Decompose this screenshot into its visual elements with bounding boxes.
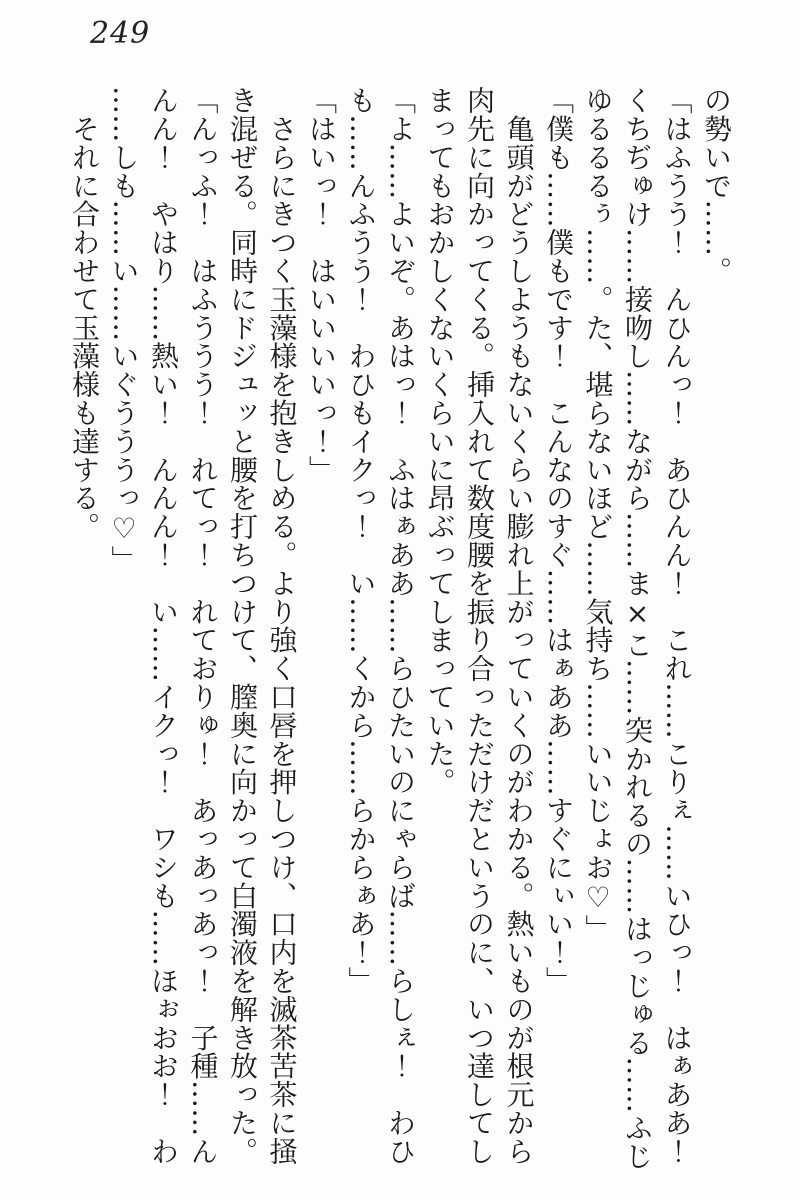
text-column: 亀頭がどうしようもないくらい膨れ上がっていくのがわかる。熱いものが根元から (502, 86, 536, 1166)
text-column: 「んっふ！ はふううう！ れてっ！ れておりゅ！ あっあっあっ！ 子種……ん (186, 86, 220, 1166)
text-column: さらにきつく玉藻様を抱きしめる。より強く口唇を押しつけ、口内を滅茶苦茶に掻 (265, 86, 299, 1166)
text-column: 「はふうう！ んひんっ！ あひんん！ これ……こりぇ……いひっ！ はぁああ！ (660, 86, 694, 1166)
text-column: 「よ……よいぞ。あはっ！ ふはぁああ……らひたいのにゃらば……らしぇ！ わひ (384, 86, 417, 1166)
text-column: 「はいっ！ はいいいいっ！」 (305, 86, 338, 484)
page-number: 249 (90, 16, 151, 51)
text-column: ゆるるるぅ……。た、堪らないほど……気持ち……いいじょお♡」 (581, 86, 615, 943)
text-column: まってもおかしくないくらいに昂ぶってしまっていた。 (423, 86, 457, 796)
vertical-text-block (65, 86, 737, 1170)
text-column: 「僕も……僕もです！ こんなのすぐ……はぁああ……すぐにぃい！」 (542, 86, 575, 995)
text-column: それに合わせて玉藻様も達する。 (68, 86, 101, 541)
text-column: 肉先に向かってくる。挿入れて数度腰を振り合っただけだというのに、いつ達してし (463, 86, 496, 1166)
text-column: ……しも……い……いぐうううっ♡」 (107, 86, 141, 574)
text-column: んん！ やはり……熱い！ んんん！ い……イクっ！ ワシも……ほぉおお！ わ (147, 86, 180, 1166)
text-column: の勢いで……。 (700, 86, 733, 285)
text-column: も……んふうう！ わひもイクっ！ い……くから……らからぁあ！」 (344, 86, 378, 995)
text-column: くちぢゅけ……接吻し……ながら……ま×こ……突かれるの……はっじゅる……ふじ (621, 86, 654, 1171)
text-column: き混ぜる。同時にドジュッと腰を打ちつけて、膣奥に向かって白濁液を解き放った。 (226, 86, 259, 1166)
